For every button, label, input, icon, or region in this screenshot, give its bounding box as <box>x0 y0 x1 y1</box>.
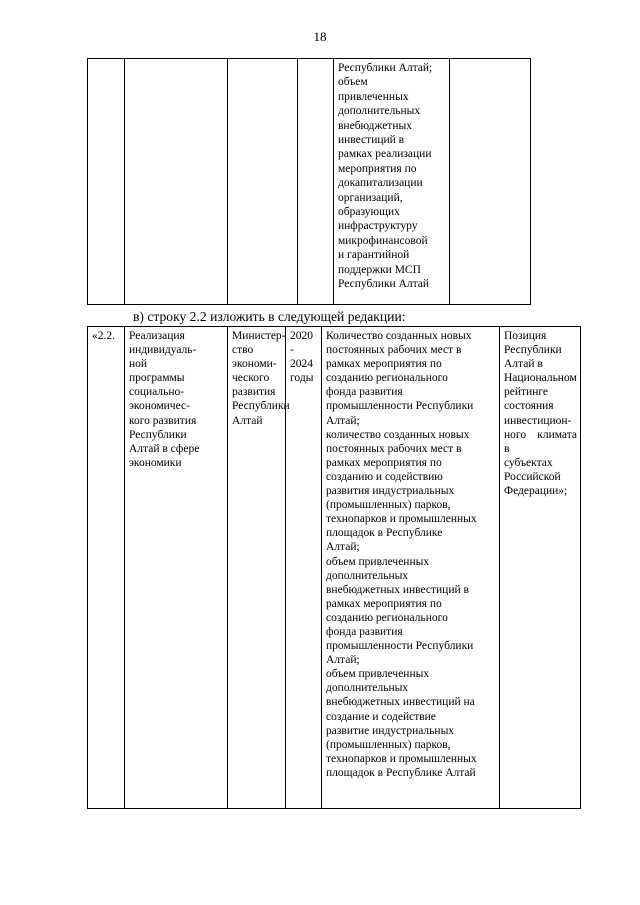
text-line: Республики Алтай; <box>338 62 433 74</box>
text-line: микрофинансовой <box>338 234 428 247</box>
row-2-2 <box>88 327 581 809</box>
text-line: дополнительных <box>326 569 409 582</box>
text-line: состояния <box>504 400 554 413</box>
text-line: Алтай; <box>326 541 360 554</box>
text-line: экономики <box>129 456 182 469</box>
text-line: инвестиций в <box>338 134 405 147</box>
text-line: технопарков и промышленных <box>326 513 477 526</box>
text-line: программы <box>129 372 185 385</box>
text-line: рейтинге <box>504 386 549 399</box>
text-line: Позиция <box>504 330 547 342</box>
text-line: ной <box>129 358 148 371</box>
continued-number-cell <box>88 59 125 305</box>
text-line: Алтай; <box>326 414 360 427</box>
text-line: развитие индустриальных <box>326 724 455 737</box>
continued-row <box>88 59 531 305</box>
text-line: Алтай в сфере <box>129 442 200 455</box>
text-line: площадок в Республике Алтай <box>326 766 476 779</box>
text-line: промышленности Республики <box>326 400 474 413</box>
text-line: Алтай в <box>504 358 543 371</box>
text-line: субъектах <box>504 456 553 469</box>
row-number: «2.2. <box>92 330 115 342</box>
continued-rating-cell <box>450 59 531 305</box>
text-line: Национальном <box>504 372 577 385</box>
text-line: рамках мероприятия по <box>326 456 442 469</box>
text-line: промышленности Республики <box>326 640 474 653</box>
period-cell <box>286 327 322 809</box>
rating-text <box>500 327 580 498</box>
row-number-cell <box>88 327 125 809</box>
text-line: Федерации»; <box>504 485 568 498</box>
text-line: докапитализации <box>338 177 423 190</box>
text-line: (промышленных) парков, <box>326 499 451 512</box>
text-line: 2024 <box>290 358 313 371</box>
text-line: - <box>290 344 294 357</box>
text-line: ческого <box>232 372 270 385</box>
amendment-instruction: в) строку 2.2 изложить в следующей редакции: <box>133 309 406 324</box>
text-line: Количество созданных новых <box>326 330 472 342</box>
text-line: развития <box>232 386 276 399</box>
row-2-2-table <box>87 326 581 809</box>
text-line: индивидуаль- <box>129 344 197 357</box>
text-line: внебюджетных <box>338 119 412 132</box>
text-line: инфраструктуру <box>338 220 418 233</box>
text-line: ного климата в <box>504 428 577 455</box>
continued-indicators-text <box>334 59 449 292</box>
text-line: технопарков и промышленных <box>326 752 477 765</box>
program-name-cell <box>125 327 228 809</box>
text-line: (промышленных) парков, <box>326 738 451 751</box>
text-line: объем привлеченных <box>326 555 430 568</box>
text-line: фонда развития <box>326 625 403 638</box>
text-line: внебюджетных инвестиций на <box>326 696 475 709</box>
period <box>286 327 321 385</box>
indicators-text <box>322 327 499 780</box>
text-line: экономи- <box>232 358 277 371</box>
text-line: дополнительных <box>338 105 421 118</box>
rating-cell <box>500 327 581 809</box>
text-line: созданию регионального <box>326 611 448 624</box>
text-line: фонда развития <box>326 386 403 399</box>
continued-period-cell <box>298 59 334 305</box>
text-line: созданию регионального <box>326 372 448 385</box>
text-line: кого развития <box>129 414 197 427</box>
text-line: дополнительных <box>326 682 409 695</box>
text-line: объем привлеченных <box>326 668 430 681</box>
text-line: рамках мероприятия по <box>326 358 442 371</box>
text-line: 2020 <box>290 330 313 342</box>
text-line: постоянных рабочих мест в <box>326 344 462 357</box>
text-line: рамках мероприятия по <box>326 597 442 610</box>
text-line: рамках реализации <box>338 148 432 161</box>
text-line: развития индустриальных <box>326 485 455 498</box>
text-line: Алтай <box>232 414 263 427</box>
indicators-cell <box>322 327 500 809</box>
text-line: Министер- <box>232 330 286 342</box>
continued-table <box>87 58 531 305</box>
text-line: и гарантийной <box>338 249 410 262</box>
executor-cell <box>228 327 290 809</box>
text-line: годы <box>290 372 314 385</box>
page-number: 18 <box>313 29 327 44</box>
text-line: ство <box>232 344 254 357</box>
text-line: поддержки МСП <box>338 263 421 276</box>
text-line: созданию и содействию <box>326 470 443 483</box>
text-line: Республики <box>504 344 562 357</box>
text-line: Республики <box>129 428 187 441</box>
text-line: объем <box>338 76 368 89</box>
text-line: организаций, <box>338 191 403 204</box>
text-line: Реализация <box>129 330 185 342</box>
text-line: социально- <box>129 386 185 399</box>
text-line: привлеченных <box>338 90 409 103</box>
text-line: Российской <box>504 470 561 483</box>
continued-indicators-cell <box>334 59 450 305</box>
text-line: площадок в Республике <box>326 527 443 540</box>
text-line: Республики <box>232 400 290 413</box>
continued-name-cell <box>125 59 228 305</box>
text-line: внебюджетных инвестиций в <box>326 583 469 596</box>
text-line: экономичес- <box>129 400 190 413</box>
continued-executor-cell <box>228 59 298 305</box>
text-line: образующих <box>338 206 400 219</box>
executor-name <box>228 327 290 428</box>
program-name <box>125 327 227 470</box>
text-line: Алтай; <box>326 654 360 667</box>
text-line: постоянных рабочих мест в <box>326 442 462 455</box>
text-line: мероприятия по <box>338 162 417 175</box>
text-line: Республики Алтай <box>338 278 430 291</box>
text-line: создание и содействие <box>326 710 436 723</box>
text-line: инвестицион- <box>504 414 572 427</box>
text-line: количество созданных новых <box>326 428 470 441</box>
